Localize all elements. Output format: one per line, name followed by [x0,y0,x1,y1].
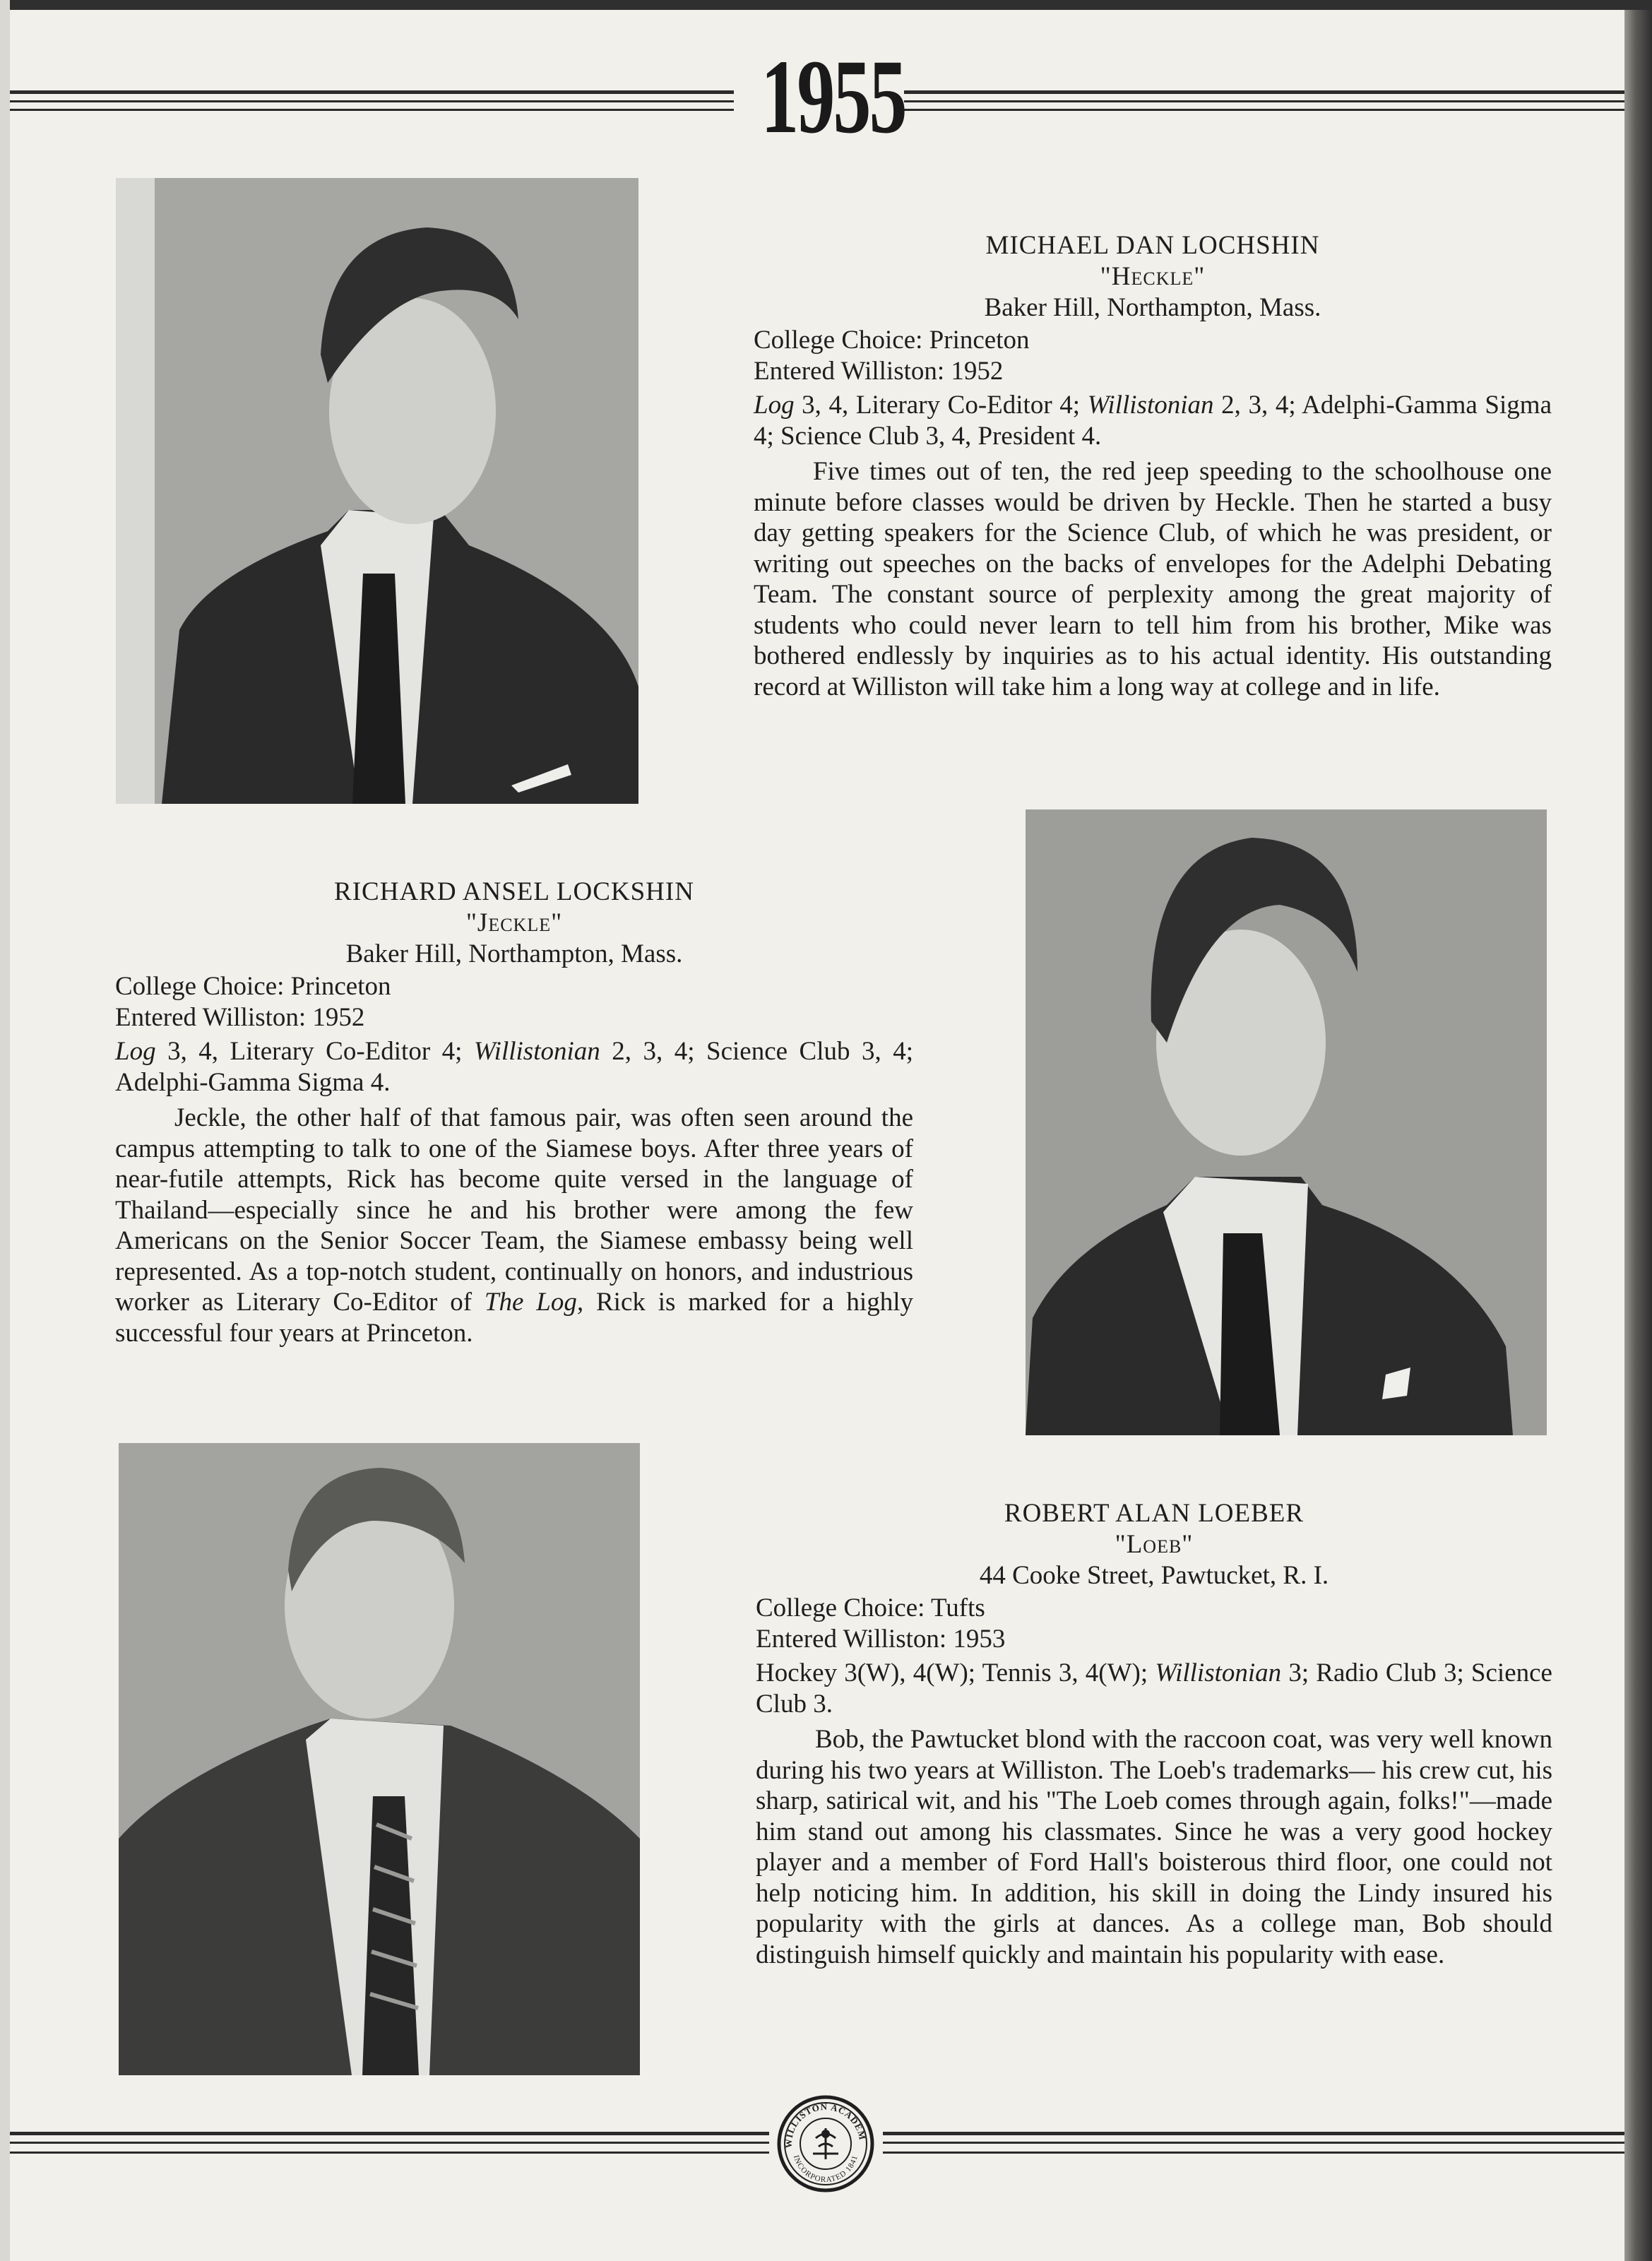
student-name: RICHARD ANSEL LOCKSHIN [334,877,694,906]
college-choice: College Choice: Princeton [754,326,1030,355]
header-rule-right-1 [904,90,1624,94]
footer-rule-left-3 [10,2152,769,2154]
activity-willistonian: Willistonian [473,1037,600,1066]
activity-text-a: Hockey 3(W), 4(W); Tennis 3, 4(W); [756,1658,1155,1687]
activity-willistonian: Willistonian [1087,391,1214,420]
college-choice: College Choice: Princeton [115,972,391,1001]
scan-border-left [0,0,10,2261]
student-address: Baker Hill, Northampton, Mass. [984,293,1321,322]
footer-rule-right-3 [883,2152,1624,2154]
portrait-photo-richard [1026,809,1547,1435]
footer-rule-right-1 [883,2132,1624,2135]
page-edge [1624,0,1652,2261]
entered-williston: Entered Williston: 1952 [115,1003,365,1032]
activity-text-b: 2, 3, 4; Adelphi-Gamma Sigma 4; Science Club 3, 4, President 4. [754,391,1552,451]
activity-log: Log [115,1037,156,1066]
footer-rule-left-1 [10,2132,769,2135]
footer-rule-left-2 [10,2142,769,2144]
student-name: ROBERT ALAN LOEBER [1004,1499,1305,1528]
entered-williston: Entered Williston: 1953 [756,1625,1006,1654]
portrait-photo-michael [116,178,638,804]
activities [754,390,1552,452]
header-rule-left-2 [10,100,734,102]
student-address: 44 Cooke Street, Pawtucket, R. I. [979,1561,1329,1590]
entry-richard-lockshin [115,877,913,1348]
college-choice: College Choice: Tufts [756,1594,985,1622]
student-nickname: "Jeckle" [465,908,563,937]
header-rule-right-3 [904,109,1624,111]
activities [115,1036,913,1098]
student-nickname: "Loeb" [1115,1530,1194,1559]
portrait-photo-robert [119,1443,640,2075]
biography [115,1103,913,1348]
activity-willistonian: Willistonian [1155,1658,1282,1687]
header-rule-left-3 [10,109,734,111]
header-rule-left-1 [10,90,734,94]
academy-seal [776,2094,875,2193]
student-nickname: "Heckle" [1100,262,1206,291]
scan-border-top [0,0,1652,10]
seal-inner-text: INCORPORATED 1841 [791,2154,860,2185]
biography-text-a: Jeckle, the other half of that famous pair, was often seen around the campus attempting to talk to one of the Siamese boys. After three years of near-futile attempts, Rick has become quite versed in the language of Thailand—especially since he and his brother were among the few Americans on the Senior Soccer Team, the Siamese embassy being well represented. As a top-notch student, continually on honors, and industrious worker as Literary Co-Editor of [115,1103,913,1317]
student-name: MICHAEL DAN LOCHSHIN [985,231,1320,260]
activity-text-b: 2, 3, 4; Science Club 3, 4; Adelphi-Gamma Sigma 4. [115,1037,913,1097]
activity-text-a: 3, 4, Literary Co-Editor 4; [794,391,1088,420]
entered-williston: Entered Williston: 1952 [754,357,1004,386]
header-rule-right-2 [904,100,1624,102]
activity-text-b: 3; Radio Club 3; Science Club 3. [756,1658,1552,1719]
biography-italic: The Log, [484,1288,584,1317]
biography: Bob, the Pawtucket blond with the raccoon coat, was very well known during his two years at Williston. The Loeb's trademarks— his crew cut, his sharp, satirical wit, and his "The Loeb comes through again, folks!"—made him stand out among his classmates. Since he was a very good hockey player and a member of Ford Hall's boisterous third floor, one could not help noticing him. In addition, his skill in doing the Lindy insured his popularity with the girls at dances. As a college man, Bob should distinguish himself quickly and maintain his popularity with ease. [756,1725,1552,1969]
biography-text-b: Rick is marked for a highly successful four years at Princeton. [115,1288,913,1348]
entry-robert-loeber [756,1498,1552,1970]
activity-text-a: 3, 4, Literary Co-Editor 4; [155,1037,474,1066]
year-heading: 1955 [761,38,905,155]
seal-outer-text: WILLISTON ACADEM [783,2101,868,2149]
student-address: Baker Hill, Northampton, Mass. [345,939,683,968]
footer-rule-right-2 [883,2142,1624,2144]
activities [756,1658,1552,1720]
biography: Five times out of ten, the red jeep speeding to the schoolhouse one minute before classes would be driven by Heckle. Then he started a busy day getting speakers for the Science Club, of which he was president, or writing out speeches on the backs of envelopes for the Adelphi Debating Team. The constant source of perplexity among the great majority of students who could never learn to tell him from his brother, Mike was bothered endlessly by inquiries as to his actual identity. His outstanding record at Williston will take him a long way at college and in life. [754,457,1552,701]
entry-michael-lochshin [754,230,1552,702]
activity-log: Log [754,391,795,420]
